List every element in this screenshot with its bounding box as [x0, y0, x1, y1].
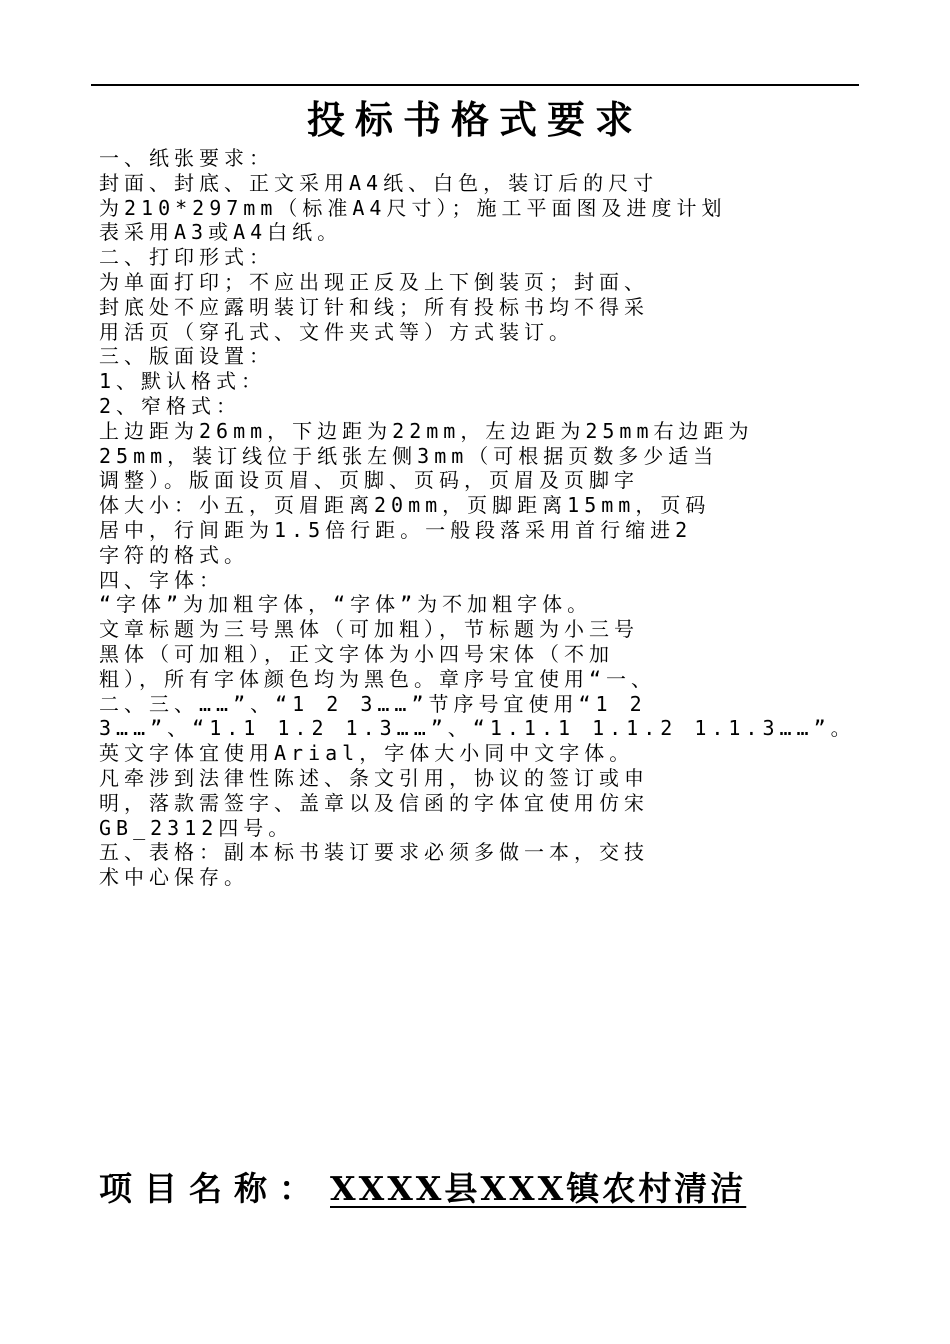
text-line: 五、表格：副本标书装订要求必须多做一本，交技: [99, 840, 649, 865]
text-line: 上边距为26mm，下边距为22mm，左边距为25mm右边距为: [99, 418, 754, 443]
text-line: 一、纸张要求：: [99, 146, 274, 170]
text-line: 25mm，装订线位于纸张左侧3mm（可根据页数多少适当: [99, 443, 719, 468]
text-line: 凡牵涉到法律性陈述、条文引用，协议的签订或申: [99, 765, 649, 790]
text-line: 英文字体宜使用Arial，字体大小同中文字体。: [99, 741, 635, 766]
text-line: 黑体（可加粗），正文字体为小四号宋体（不加: [99, 641, 614, 666]
text-line: 字符的格式。: [99, 542, 249, 567]
project-name-line: [99, 1166, 859, 1212]
text-line: 体大小：小五，页眉距离20mm，页脚距离15mm，页码: [99, 493, 711, 518]
text-line: 三、版面设置：: [99, 344, 274, 369]
text-line: “字体”为加粗字体，“字体”为不加粗字体。: [99, 592, 593, 617]
text-line: 明，落款需签字、盖章以及信函的字体宜使用仿宋: [99, 790, 649, 815]
text-line: 1、默认格式：: [99, 369, 267, 394]
project-name-label: 项目名称：: [99, 1169, 324, 1208]
text-line: 封面、封底、正文采用A4纸、白色，装订后的尺寸: [99, 170, 659, 195]
project-name-value: XXXX县XXX镇农村清洁: [330, 1169, 747, 1208]
document-title: 投标书格式要求: [306, 98, 643, 142]
header-rule: [91, 84, 859, 86]
text-line: 二、打印形式：: [99, 245, 274, 270]
text-line: 居中，行间距为1.5倍行距。一般段落采用首行缩进2: [99, 517, 693, 542]
text-line: 粗），所有字体颜色均为黑色。章序号宜使用“一、: [99, 666, 657, 691]
text-line: 术中心保存。: [99, 865, 249, 890]
text-line: GB_2312四号。: [99, 815, 294, 840]
text-line: 二、三、……”、“1 2 3……”节序号宜使用“1 2: [99, 691, 647, 716]
text-line: 为210*297mm（标准A4尺寸）；施工平面图及进度计划: [99, 195, 727, 220]
text-line: 为单面打印；不应出现正反及上下倒装页；封面、: [99, 269, 649, 294]
text-line: 文章标题为三号黑体（可加粗），节标题为小三号: [99, 617, 639, 642]
requirements-body: [99, 146, 859, 890]
text-line: 表采用A3或A4白纸。: [99, 220, 343, 245]
text-line: 四、字体：: [99, 567, 224, 592]
text-line: 调整）。版面设页眉、页脚、页码，页眉及页脚字: [99, 468, 639, 493]
text-line: 用活页（穿孔式、文件夹式等）方式装订。: [99, 319, 574, 344]
text-line: 2、窄格式：: [99, 393, 242, 418]
text-line: 3……”、“1.1 1.2 1.3……”、“1.1.1 1.1.2 1.1.3……”。: [99, 716, 856, 741]
text-line: 封底处不应露明装订针和线；所有投标书均不得采: [99, 294, 649, 319]
